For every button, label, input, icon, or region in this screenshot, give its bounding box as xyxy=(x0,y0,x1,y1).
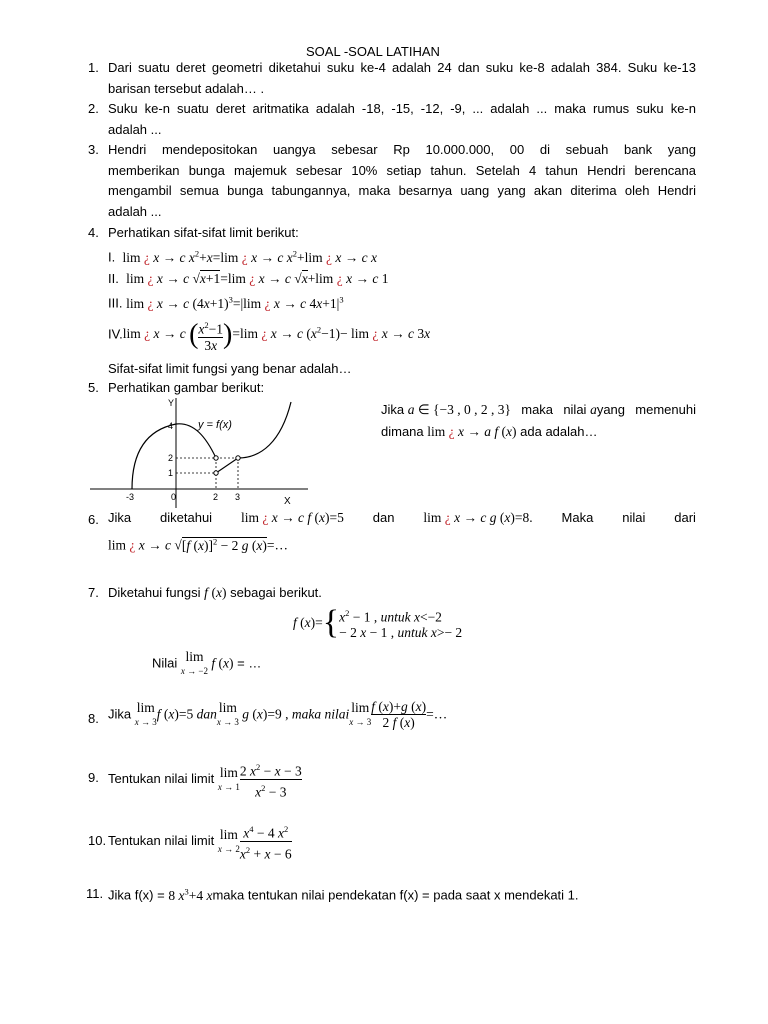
question-3-line-1: Hendri mendepositokan uangya sebesar Rp 10.000.000, 00 di sebuah bank yang xyxy=(108,142,696,157)
question-number-1: 1. xyxy=(88,60,99,75)
question-4-closing: Sifat-sifat limit fungsi yang benar adalah… xyxy=(108,361,352,376)
open-point xyxy=(214,471,218,475)
question-3-line-4: adalah ... xyxy=(108,203,162,219)
curve-right xyxy=(238,402,291,458)
question-number-6: 6. xyxy=(88,512,99,527)
question-6-line-2: lim ¿ x → c √[f (x)]$^2$ − 2 g (x)=… xyxy=(108,536,288,553)
y-tick-4: 4 xyxy=(168,421,174,431)
question-3-line-2: memberikan bunga majemuk sebesar 10% setiap tahun. Setelah 4 tahun Hendri berencana xyxy=(108,162,696,178)
question-1-line-1: Dari suatu deret geometri diketahui suku ke-4 adalah 24 dan suku ke-8 adalah 384. Suku ke-13 xyxy=(108,60,696,75)
question-3-line-3: mengambil semua bunga tabungannya, maka besarnya uang yang akan diterima oleh Hendri xyxy=(108,183,696,198)
limit-property-4: IV.lim ¿ x → c ( $\frac{x^2-1}{3x}$ )=lim ¿ x → c $(x^2-1)- \lim$ ¿ x → c 3x xyxy=(108,319,431,353)
piecewise-case-1: $x^2 - 1$ , untuk x<−2 xyxy=(339,608,442,625)
question-2-line-1: Suku ke-n suatu deret aritmatika adalah -18, -15, -12, -9, ... adalah ... maka rumus suku ke-n xyxy=(108,101,696,116)
question-number-9: 9. xyxy=(88,770,99,785)
x-tick-0: 0 xyxy=(171,492,177,502)
open-point xyxy=(236,456,240,460)
question-number-3: 3. xyxy=(88,142,99,157)
question-10: Tentukan nilai limit lim x → 2 $\frac{x^4 - 4 x^2}{x^2 + x - 6}$ xyxy=(108,824,292,861)
page-title: SOAL -SOAL LATIHAN xyxy=(306,44,440,59)
x-tick-neg3: -3 xyxy=(126,492,135,502)
question-1 xyxy=(108,58,696,99)
question-number-2: 2. xyxy=(88,101,99,116)
limit-property-3: III. lim ¿ x → c $(4x+1)^3=|\lim$ ¿ x → c $4x+1|^3$ xyxy=(108,294,344,311)
question-11: Jika f(x) = 8 $x^3+4$ xmaka tentukan nilai pendekatan f(x) = pada saat x mendekati 1. xyxy=(108,886,579,903)
piecewise-case-2: − 2 x − 1 , untuk x>− 2 xyxy=(339,624,463,640)
x-axis-label: X xyxy=(284,496,291,507)
question-number-10: 10. xyxy=(88,833,107,848)
y-axis-label: Y xyxy=(168,398,175,408)
question-9: Tentukan nilai limit lim x → 1 $\frac{2 x^2 - x - 3}{x^2 - 3}$ xyxy=(108,762,302,799)
piecewise-function: f (x)={ $x^2 - 1$ , untuk x<−2 − 2 x − 1 , untuk x>− 2 xyxy=(293,604,463,641)
function-graph xyxy=(86,392,312,510)
curve-left xyxy=(132,424,216,489)
x-tick-3: 3 xyxy=(235,492,241,502)
x-tick-2: 2 xyxy=(213,492,219,502)
question-4-intro: Perhatikan sifat-sifat limit berikut: xyxy=(108,225,299,240)
question-5-text: Jika a ∈ {−3 , 0 , 2 , 3} maka nilai ayang memenuhi dimana lim ¿ x → a f (x) ada adalah… xyxy=(381,402,696,439)
question-number-11: 11. xyxy=(86,886,104,901)
question-7-ask: Nilai lim x → −2 f (x) = … xyxy=(152,649,262,676)
question-6-line-1: Jika diketahui lim ¿ x → c f (x)=5 dan lim ¿ x → c g (x)=8. Maka nilai dari xyxy=(108,510,696,525)
question-2-line-2: adalah ... xyxy=(108,121,162,137)
question-8-expr: Jika lim x → 3 f (x)=5 dan lim x → 3 g (x)=9 , maka nilai lim x → 3 $\frac{f (x)+g (x)}{2 f (x)}$ =… xyxy=(108,699,448,730)
question-number-4: 4. xyxy=(88,225,99,240)
question-1-line-2: barisan tersebut adalah… . xyxy=(108,80,265,96)
curve-label: y = f(x) xyxy=(198,419,232,431)
question-7-intro: Diketahui fungsi f (x) sebagai berikut. xyxy=(108,585,322,600)
y-tick-1: 1 xyxy=(168,468,174,478)
y-tick-2: 2 xyxy=(168,453,174,463)
limit-property-1: I. lim ¿ x → c $x^2+x=\lim$ ¿ x → c $x^2+\lim$ ¿ x → c x xyxy=(108,248,377,265)
limit-property-2: II. lim ¿ x → c √x+1=lim ¿ x → c √x+lim ¿ x → c 1 xyxy=(108,271,389,286)
open-point xyxy=(214,456,218,460)
question-number-8: 8. xyxy=(88,711,99,726)
question-2 xyxy=(108,99,696,140)
question-5-intro: Perhatikan gambar berikut: xyxy=(108,380,265,395)
question-number-5: 5. xyxy=(88,380,99,395)
question-3 xyxy=(108,140,696,222)
question-number-7: 7. xyxy=(88,585,99,600)
curve-segment xyxy=(216,458,238,473)
